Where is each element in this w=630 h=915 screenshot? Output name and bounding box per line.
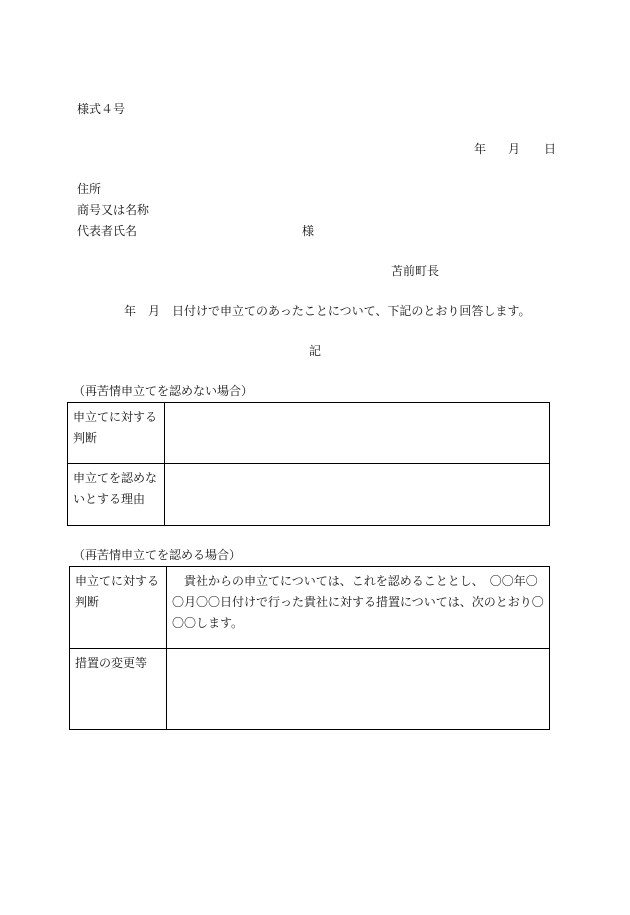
- honorific: 様: [302, 224, 315, 238]
- table-row: [70, 567, 550, 649]
- date-day: 日: [544, 142, 557, 156]
- accepted-caption: （再苦情申立てを認める場合）: [73, 548, 242, 562]
- table-row: [68, 464, 550, 526]
- row-content: [167, 649, 550, 730]
- ki-heading: 記: [309, 344, 322, 358]
- company-label: 商号又は名称: [77, 203, 150, 217]
- not-accepted-caption: （再苦情申立てを認めない場合）: [73, 384, 254, 398]
- row-content: [165, 464, 550, 526]
- representative-label: 代表者氏名: [77, 224, 138, 238]
- row-label: 申立てを認めないとする理由: [68, 464, 165, 526]
- table-row: [70, 649, 550, 730]
- row-content: [165, 403, 550, 464]
- date-month: 月: [508, 142, 521, 156]
- accepted-table: [69, 566, 550, 730]
- row-label: 申立てに対する判断: [70, 567, 167, 649]
- row-label: 措置の変更等: [70, 649, 167, 730]
- row-label: 申立てに対する判断: [68, 403, 165, 464]
- row-content: 貴社からの申立てについては、これを認めることとし、 〇〇年〇〇月〇〇日付けで行った貴社に対する措置については、次のとおり〇〇〇します。: [167, 567, 550, 649]
- not-accepted-table: [67, 402, 550, 526]
- intro-month: 月: [148, 304, 161, 318]
- sender: 苫前町長: [391, 264, 440, 278]
- date-year: 年: [474, 142, 487, 156]
- address-label: 住所: [77, 182, 102, 196]
- intro-year: 年: [124, 304, 137, 318]
- form-number: 様式４号: [77, 102, 126, 116]
- table-row: [68, 403, 550, 464]
- intro-text: 日付けで申立てのあったことについて、下記のとおり回答します。: [172, 304, 531, 318]
